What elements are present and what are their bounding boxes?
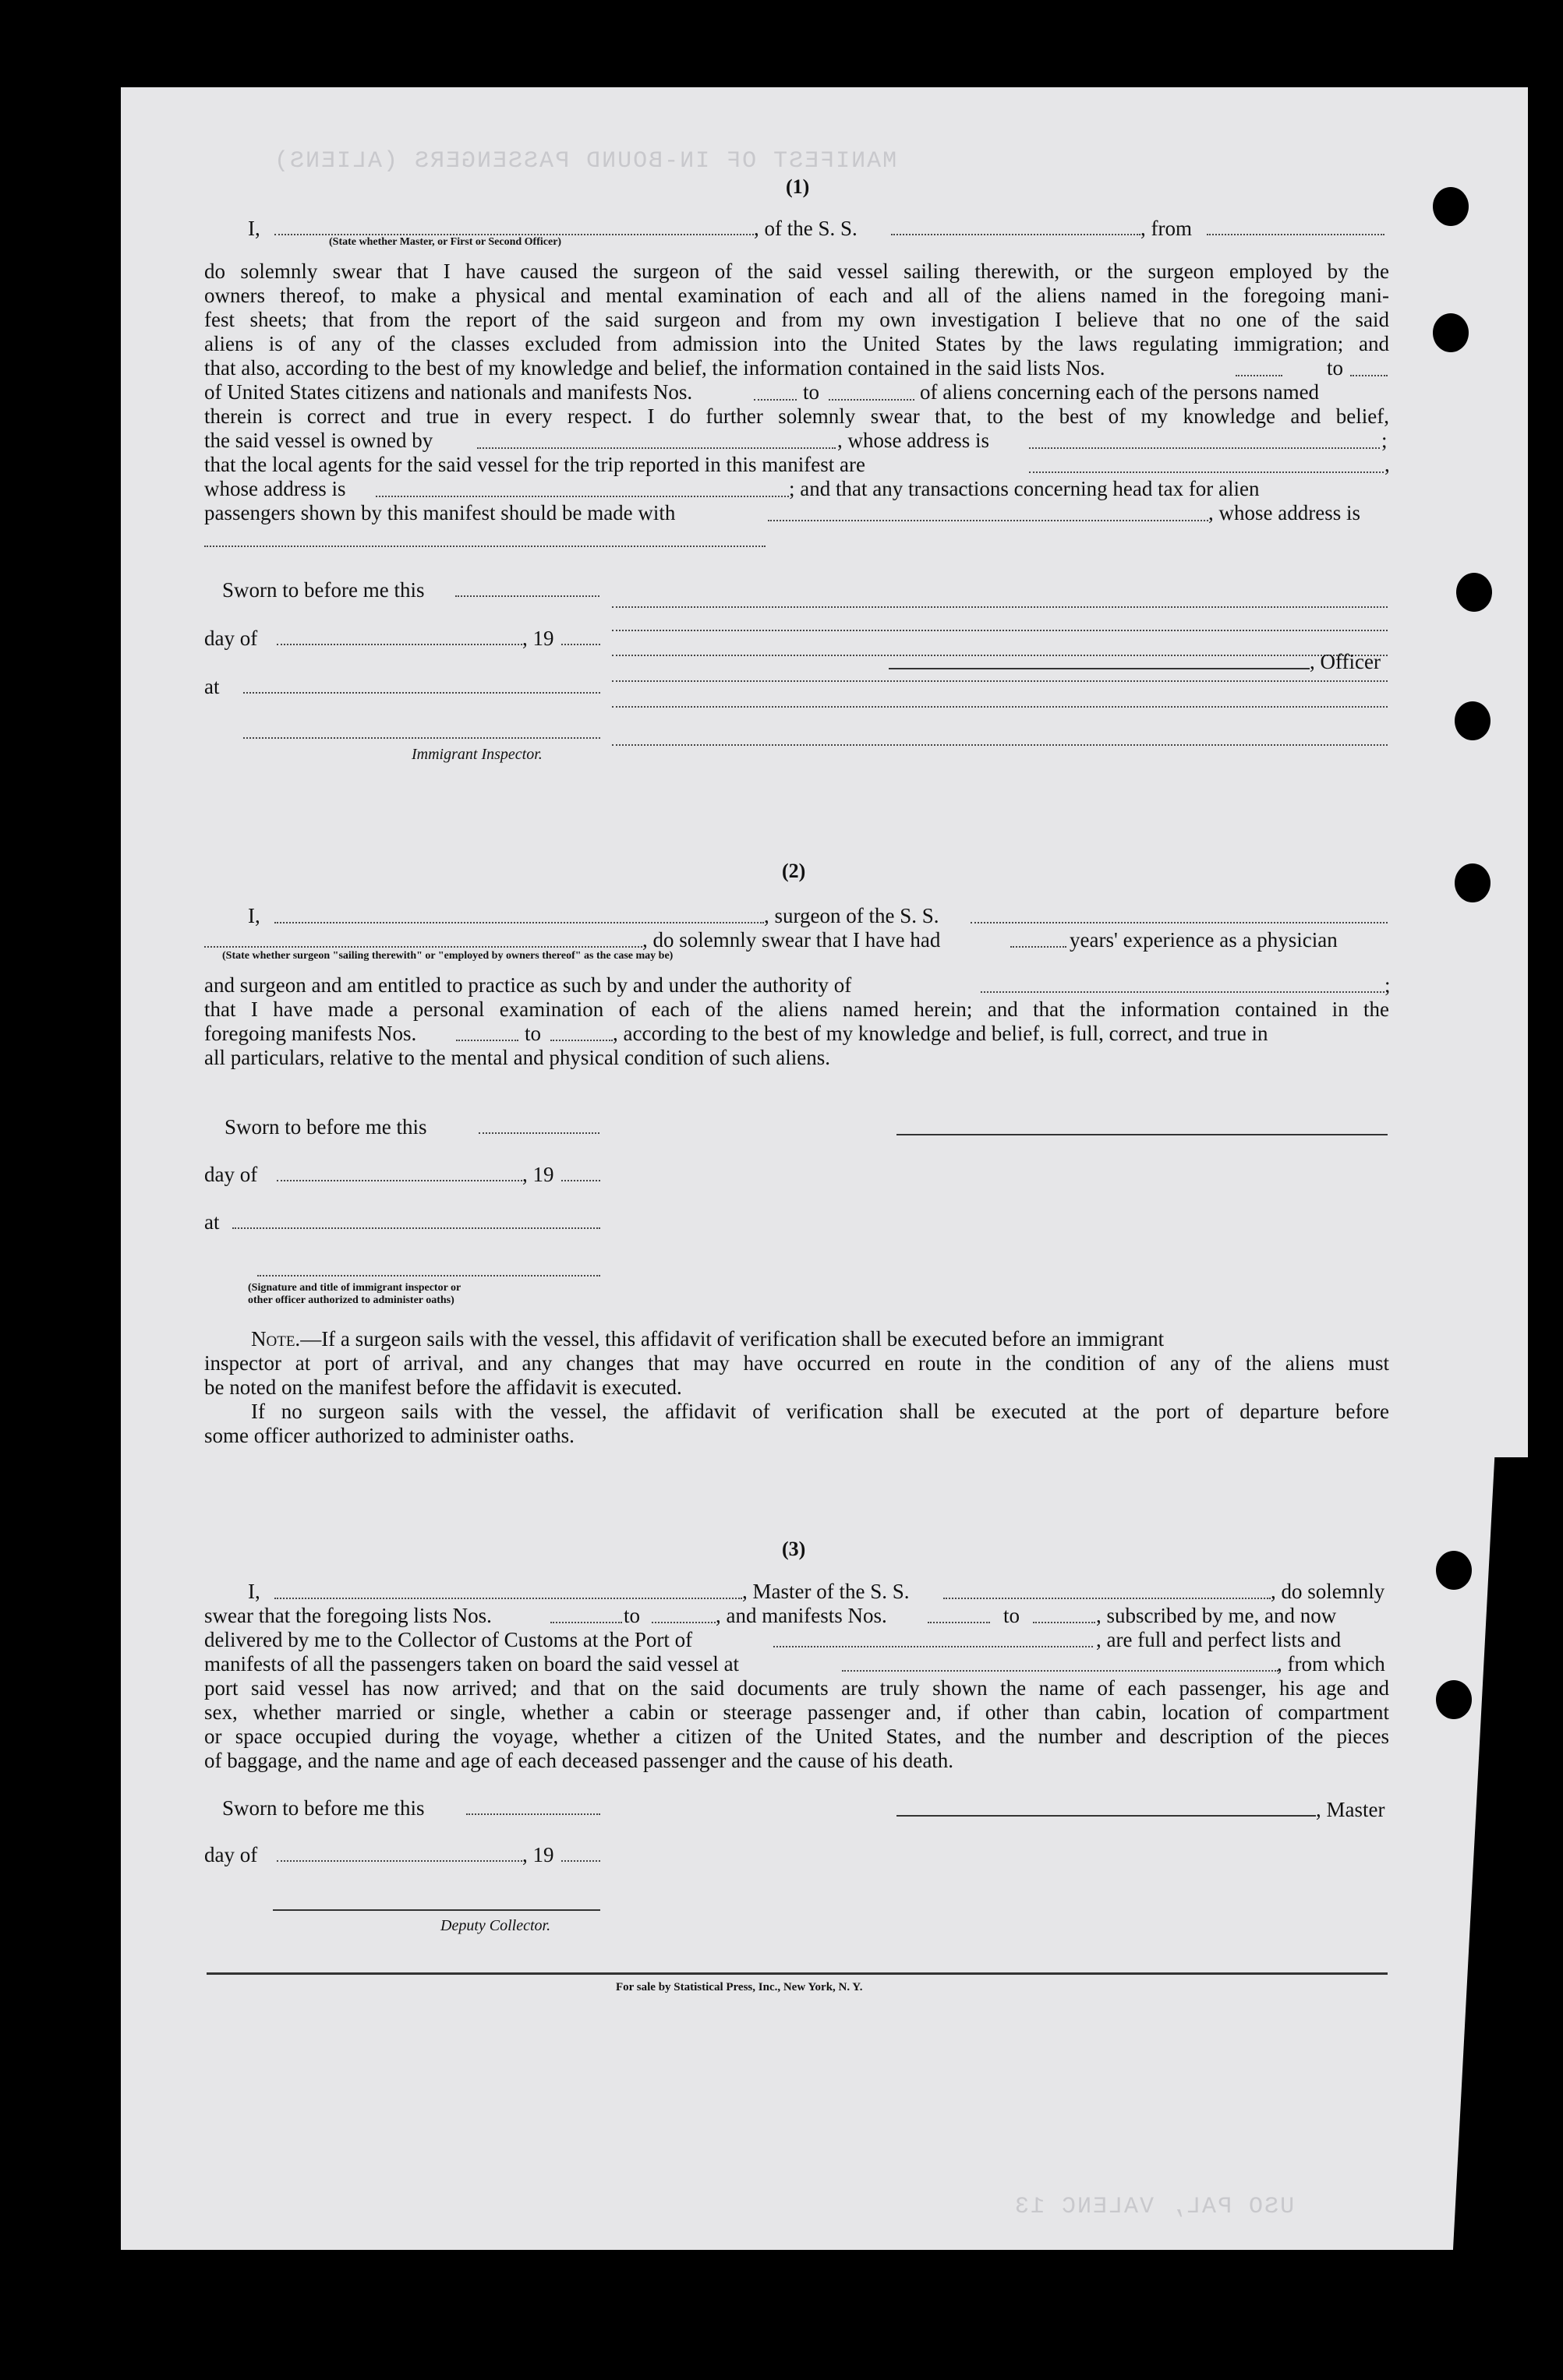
sec1-agents-address-blank[interactable] — [376, 496, 789, 497]
sec1-sig-line-2[interactable] — [612, 630, 1388, 631]
sec1-at-blank[interactable] — [243, 692, 600, 694]
sec2-note-line-1 — [251, 1327, 1164, 1351]
sec2-year-blank[interactable] — [561, 1180, 600, 1181]
sec2-manifests-from-blank[interactable] — [456, 1040, 518, 1041]
sec3-manifests-to-blank[interactable] — [1033, 1622, 1095, 1623]
sec2-to: to — [525, 1022, 542, 1045]
punch-hole — [1455, 701, 1491, 740]
sec3-day-blank[interactable] — [277, 1860, 522, 1862]
sec1-final-address-blank[interactable] — [204, 546, 766, 547]
sec1-head-tax-blank[interactable] — [768, 520, 1208, 521]
sec3-delivered: delivered by me to the Collector of Customs at the Port of — [204, 1628, 693, 1651]
sec2-authority-blank[interactable] — [981, 991, 1384, 993]
sec3-sworn-blank[interactable] — [466, 1813, 600, 1815]
sec1-sig-line-3[interactable] — [612, 655, 1388, 656]
sec1-officer-caption: (State whether Master, or First or Second Officer) — [329, 236, 562, 248]
sec2-sig-caption-2: other officer authorized to administer oaths) — [248, 1294, 454, 1306]
sec2-capacity-blank[interactable] — [204, 946, 642, 948]
sec1-line-5: that also, according to the best of my knowledge and belief, the information contained in the said lists Nos. — [204, 356, 1105, 380]
sec1-whose-address: , whose address is — [837, 429, 989, 452]
sec1-line-4: aliens is of any of the classes excluded from admission into the United States by the laws regulating immigration; and — [204, 332, 1389, 355]
sec3-deputy: Deputy Collector. — [440, 1917, 551, 1934]
sec1-from-blank[interactable] — [1207, 234, 1384, 235]
sec2-surgeon-of: , surgeon of the S. S. — [764, 904, 939, 927]
sec1-line-7: therein is correct and true in every respect. I do further solemnly swear that, to the best of my knowledge and belief, — [204, 404, 1389, 428]
sec2-swear-had: , do solemnly swear that I have had — [642, 928, 941, 952]
bleed-through-footer: USO PAL, VALENC 13 — [1013, 2194, 1295, 2220]
punch-hole — [1456, 573, 1492, 612]
sec1-to-1: to — [1327, 356, 1344, 380]
punch-hole — [1436, 1551, 1472, 1590]
sec2-name-blank[interactable] — [274, 922, 764, 923]
sec3-subscribed: , subscribed by me, and now — [1096, 1604, 1337, 1627]
sec1-line-10: whose address is — [204, 477, 346, 500]
sec1-at: at — [204, 675, 220, 698]
sec1-lists-from-blank[interactable] — [1236, 375, 1282, 376]
sec2-line-2: foregoing manifests Nos. — [204, 1022, 417, 1045]
sec3-lists-from-blank[interactable] — [550, 1622, 622, 1623]
sec2-years-blank[interactable] — [1010, 946, 1066, 948]
section-1-number: (1) — [786, 175, 810, 198]
note-text-1: —If a surgeon sails with the vessel, this affidavit of verification shall be executed before an immigrant — [300, 1327, 1165, 1351]
sec3-line-4: of baggage, and the name and age of each deceased passenger and the cause of his death. — [204, 1749, 954, 1772]
sec3-day-of: day of — [204, 1843, 258, 1866]
sec1-from: , from — [1140, 217, 1192, 240]
sec2-note-line-5: some officer authorized to administer oaths. — [204, 1424, 575, 1447]
sec1-sig-line-5[interactable] — [612, 706, 1388, 708]
sec1-line-3: fest sheets; that from the report of the said surgeon and from my own investigation I believe that no one of the said — [204, 308, 1389, 331]
sec1-day-blank[interactable] — [277, 644, 522, 645]
sec2-ship-blank[interactable] — [971, 922, 1388, 923]
sec1-comma-1: , — [1384, 453, 1390, 476]
sec2-day-of: day of — [204, 1163, 258, 1186]
sec3-ship-blank[interactable] — [943, 1598, 1271, 1599]
sec1-lists-to-blank[interactable] — [1350, 375, 1388, 376]
sec3-port-blank[interactable] — [773, 1646, 1093, 1647]
sec1-i-label: I, — [248, 217, 260, 240]
sec3-full-perfect: , are full and perfect lists and — [1096, 1628, 1342, 1651]
sec1-officer: , Officer — [1310, 650, 1381, 673]
sec1-line-1: do solemnly swear that I have caused the surgeon of the said vessel sailing therewith, or the surgeon employed by the — [204, 260, 1389, 283]
sec1-inspector: Immigrant Inspector. — [412, 746, 543, 763]
sec2-day-blank[interactable] — [277, 1180, 522, 1181]
sec2-line-1: that I have made a personal examination of each of the aliens named herein; and that the information contained in the — [204, 998, 1389, 1021]
sec1-line-2: owners thereof, to make a physical and mental examination of each and all of the aliens named in the foregoing mani- — [204, 284, 1389, 307]
sec1-manifests-to-blank[interactable] — [829, 399, 914, 401]
sec2-years: years' experience as a physician — [1070, 928, 1338, 952]
sec1-officer-blank[interactable] — [274, 234, 754, 235]
sec2-authority: and surgeon and am entitled to practice as such by and under the authority of — [204, 973, 852, 997]
sec2-at-blank[interactable] — [232, 1227, 600, 1229]
sec1-sworn: Sworn to before me this — [222, 578, 425, 602]
sec3-i-label: I, — [248, 1580, 260, 1603]
sec2-at: at — [204, 1210, 220, 1234]
sec1-ship-blank[interactable] — [891, 234, 1140, 235]
footer-rule — [207, 1972, 1388, 1975]
punch-hole — [1455, 863, 1491, 902]
sec1-sig-line-4[interactable] — [612, 680, 1388, 682]
sec3-line-3: or space occupied during the voyage, whether a citizen of the United States, and the number and description of the pieces — [204, 1725, 1389, 1748]
sec3-to-2: to — [1003, 1604, 1020, 1627]
sec2-semicolon: ; — [1384, 973, 1391, 997]
sec1-manifests-from-blank[interactable] — [754, 399, 797, 401]
sec3-master-sig-line[interactable] — [896, 1815, 1316, 1817]
sec3-manifests-all: manifests of all the passengers taken on board the said vessel at — [204, 1652, 740, 1676]
sec1-semicolon-1: ; — [1381, 429, 1388, 452]
sec1-line-11: passengers shown by this manifest should be made with — [204, 501, 676, 524]
sec1-officer-sig-line[interactable] — [889, 668, 1310, 669]
sec1-of-aliens: of aliens concerning each of the persons named — [920, 380, 1320, 404]
sec1-whose-address-end: , whose address is — [1208, 501, 1360, 524]
section-2-number: (2) — [782, 860, 806, 882]
punch-hole — [1433, 313, 1469, 352]
sec3-embark-blank[interactable] — [842, 1670, 1278, 1672]
sec1-year-blank[interactable] — [561, 644, 600, 645]
sec3-deputy-sig-line[interactable] — [273, 1909, 600, 1911]
sec1-inspector-blank[interactable] — [243, 737, 600, 739]
sec1-head-tax: ; and that any transactions concerning head tax for alien — [789, 477, 1260, 500]
sec2-sig-caption-1: (Signature and title of immigrant inspector or — [248, 1282, 461, 1294]
sec2-note-line-3: be noted on the manifest before the affidavit is executed. — [204, 1375, 682, 1399]
footer-printer: For sale by Statistical Press, Inc., New York, N. Y. — [616, 1981, 863, 1993]
sec1-owner-blank[interactable] — [477, 447, 836, 449]
section-3-number: (3) — [782, 1538, 806, 1560]
sec3-and-manifests: , and manifests Nos. — [716, 1604, 887, 1627]
bleed-through-header: MANIFEST OF IN-BOUND PASSENGERS (ALIENS) — [273, 148, 897, 175]
punch-hole — [1436, 1680, 1472, 1719]
sec2-note-line-4: If no surgeon sails with the vessel, the affidavit of verification shall be executed at the port of departure before — [251, 1400, 1389, 1423]
sec3-name-blank[interactable] — [274, 1598, 742, 1599]
sec1-owner-address-blank[interactable] — [1029, 447, 1380, 449]
sec2-surgeon-sig-line[interactable] — [896, 1134, 1388, 1135]
sec3-line-1: port said vessel has now arrived; and that on the said documents are truly shown the name of each passenger, his age and — [204, 1676, 1389, 1700]
sec2-inspector-blank[interactable] — [257, 1275, 600, 1277]
sec3-do-solemnly: , do solemnly — [1271, 1580, 1385, 1603]
sec3-lists-to-blank[interactable] — [652, 1622, 716, 1623]
sec2-i-label: I, — [248, 904, 260, 927]
sec1-to-2: to — [803, 380, 820, 404]
sec3-manifests-from-blank[interactable] — [928, 1622, 990, 1623]
sec3-master: , Master — [1316, 1798, 1385, 1821]
note-label: Note. — [251, 1327, 301, 1351]
sec1-line-9: that the local agents for the said vessel for the trip reported in this manifest are — [204, 453, 865, 476]
punch-hole — [1433, 187, 1469, 226]
sec3-to-1: to — [624, 1604, 641, 1627]
sec1-sig-line-1[interactable] — [612, 606, 1388, 608]
sec2-caption: (State whether surgeon "sailing therewith" or "employed by owners thereof" as the case may be) — [222, 950, 674, 962]
sec2-sworn-blank[interactable] — [479, 1132, 599, 1134]
sec2-according: , according to the best of my knowledge and belief, is full, correct, and true in — [613, 1022, 1268, 1045]
sec1-line-6: of United States citizens and nationals and manifests Nos. — [204, 380, 693, 404]
sec3-year-blank[interactable] — [561, 1860, 600, 1862]
sec3-sworn: Sworn to before me this — [222, 1796, 425, 1820]
sec1-comma-19: , 19 — [522, 627, 554, 650]
sec1-of-ss: , of the S. S. — [754, 217, 858, 240]
sec1-sig-line-6[interactable] — [612, 744, 1388, 746]
sec3-from-which: , from which — [1277, 1652, 1385, 1676]
sec1-line-8: the said vessel is owned by — [204, 429, 433, 452]
sec3-swear-lists: swear that the foregoing lists Nos. — [204, 1604, 492, 1627]
sec2-comma-19: , 19 — [522, 1163, 554, 1186]
sec2-line-3: all particulars, relative to the mental and physical condition of such aliens. — [204, 1046, 830, 1069]
sec3-line-2: sex, whether married or single, whether a cabin or steerage passenger and, if other than cabin, location of compartment — [204, 1700, 1389, 1724]
sec2-manifests-to-blank[interactable] — [550, 1040, 613, 1041]
sec1-day-of: day of — [204, 627, 258, 650]
sec2-sworn: Sworn to before me this — [225, 1115, 427, 1139]
sec1-sworn-blank[interactable] — [455, 595, 599, 597]
sec3-master-of: , Master of the S. S. — [742, 1580, 910, 1603]
sec2-note-line-2: inspector at port of arrival, and any changes that may have occurred en route in the condition of any of the aliens must — [204, 1351, 1389, 1375]
sec1-agents-blank[interactable] — [1029, 471, 1384, 473]
sec3-comma-19: , 19 — [522, 1843, 554, 1866]
